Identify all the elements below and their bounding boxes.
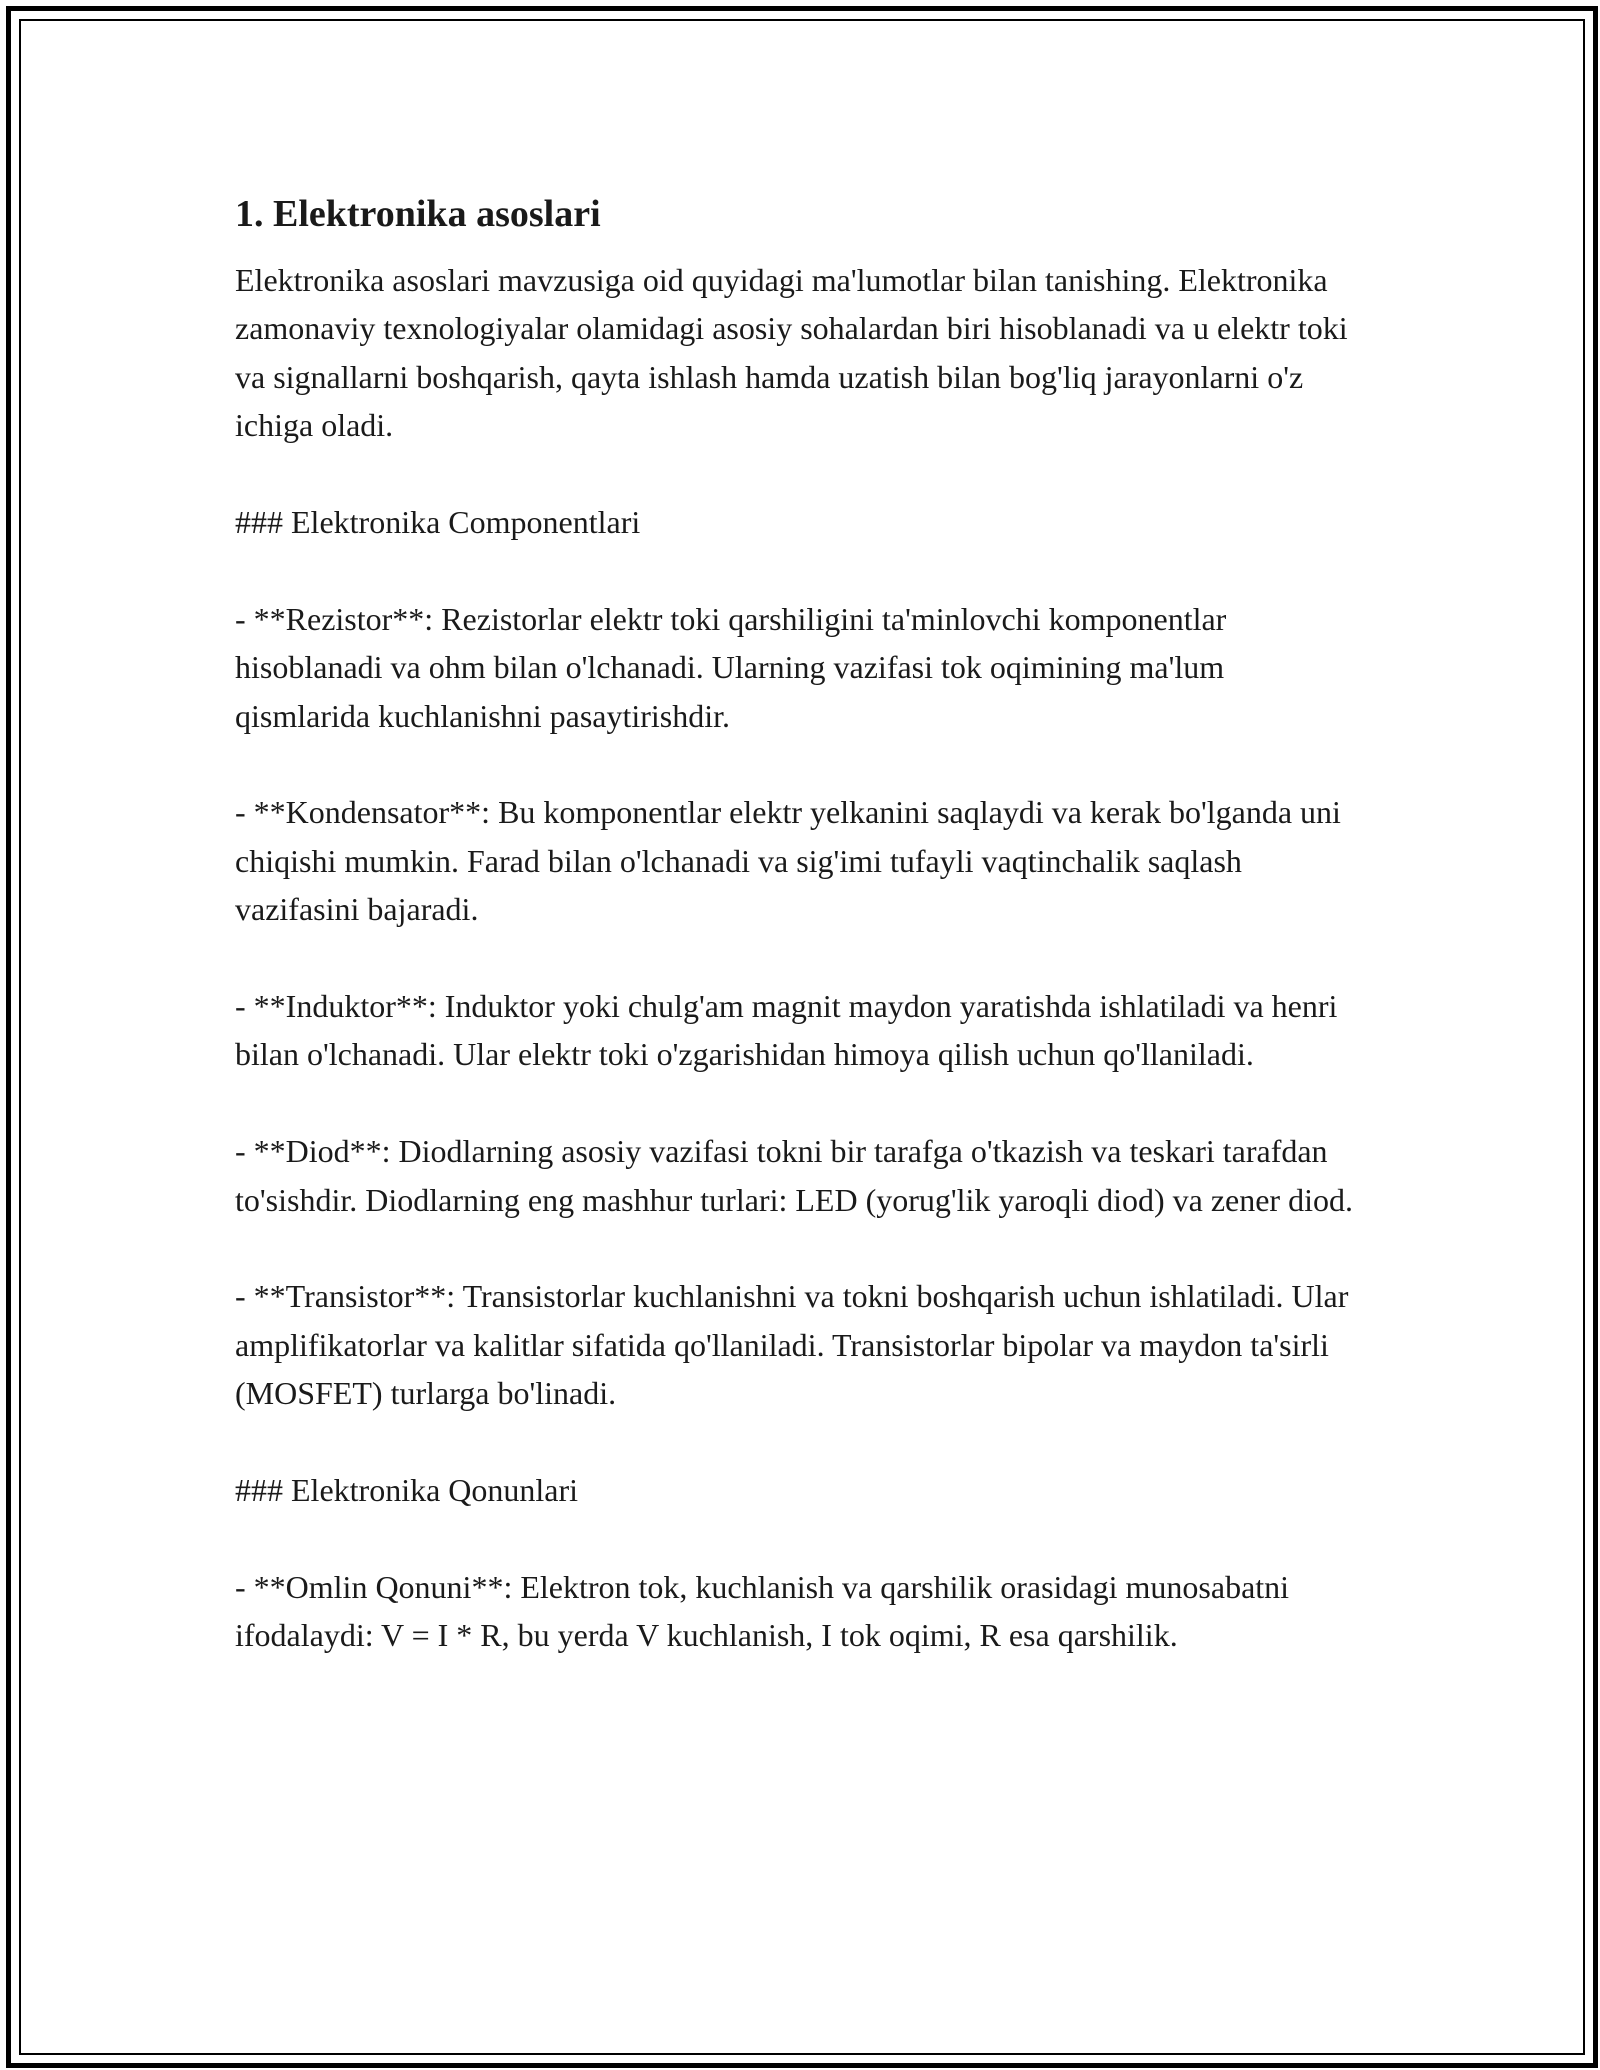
section-heading-laws: ### Elektronika Qonunlari — [235, 1472, 579, 1509]
document-body — [235, 186, 1365, 1708]
list-item-kondensator: - **Kondensator**: Bu komponentlar elektr yelkanini saqlaydi va kerak bo'lganda uni chiqishi mumkin. Farad bilan o'lchanadi va sig'imi tufayli vaqtinchalik saqlash vazifasini bajaradi. — [235, 794, 1341, 928]
list-item-diod: - **Diod**: Diodlarning asosiy vazifasi tokni bir tarafga o'tkazish va teskari tarafdan to'sishdir. Diodlarning eng mashhur turlari: LED (yorug'lik yaroqli diod) va zener diod. — [235, 1133, 1353, 1218]
intro-paragraph: Elektronika asoslari mavzusiga oid quyidagi ma'lumotlar bilan tanishing. Elektronika zamonaviy texnologiyalar olamidagi asosiy sohalardan biri hisoblanadi va u elektr toki va signallarni boshqarish, qayta ishlash hamda uzatish bilan bog'liq jarayonlarni o'z ichiga oladi. — [235, 262, 1348, 444]
list-item-omlin-qonuni: - **Omlin Qonuni**: Elektron tok, kuchlanish va qarshilik orasidagi munosabatni ifodalaydi: V = I * R, bu yerda V kuchlanish, I tok oqimi, R esa qarshilik. — [235, 1568, 1290, 1654]
document-title: 1. Elektronika asoslari — [235, 193, 601, 235]
list-item-transistor: - **Transistor**: Transistorlar kuchlanishni va tokni boshqarish uchun ishlatiladi. Ular amplifikatorlar va kalitlar sifatida qo'llaniladi. Transistorlar bipolar va maydon ta'sirli (MOSFET) turlarga bo'linadi. — [235, 1278, 1349, 1412]
list-item-rezistor: - **Rezistor**: Rezistorlar elektr toki qarshiligini ta'minlovchi komponentlar hisoblanadi va ohm bilan o'lchanadi. Ularning vazifasi tok oqimining ma'lum qismlarida kuchlanishni pasaytirishdir. — [235, 600, 1227, 734]
list-item-induktor: - **Induktor**: Induktor yoki chulg'am magnit maydon yaratishda ishlatiladi va henri bilan o'lchanadi. Ular elektr toki o'zgarishidan himoya qilish uchun qo'llaniladi. — [235, 988, 1338, 1073]
section-heading-components: ### Elektronika Componentlari — [235, 504, 641, 541]
